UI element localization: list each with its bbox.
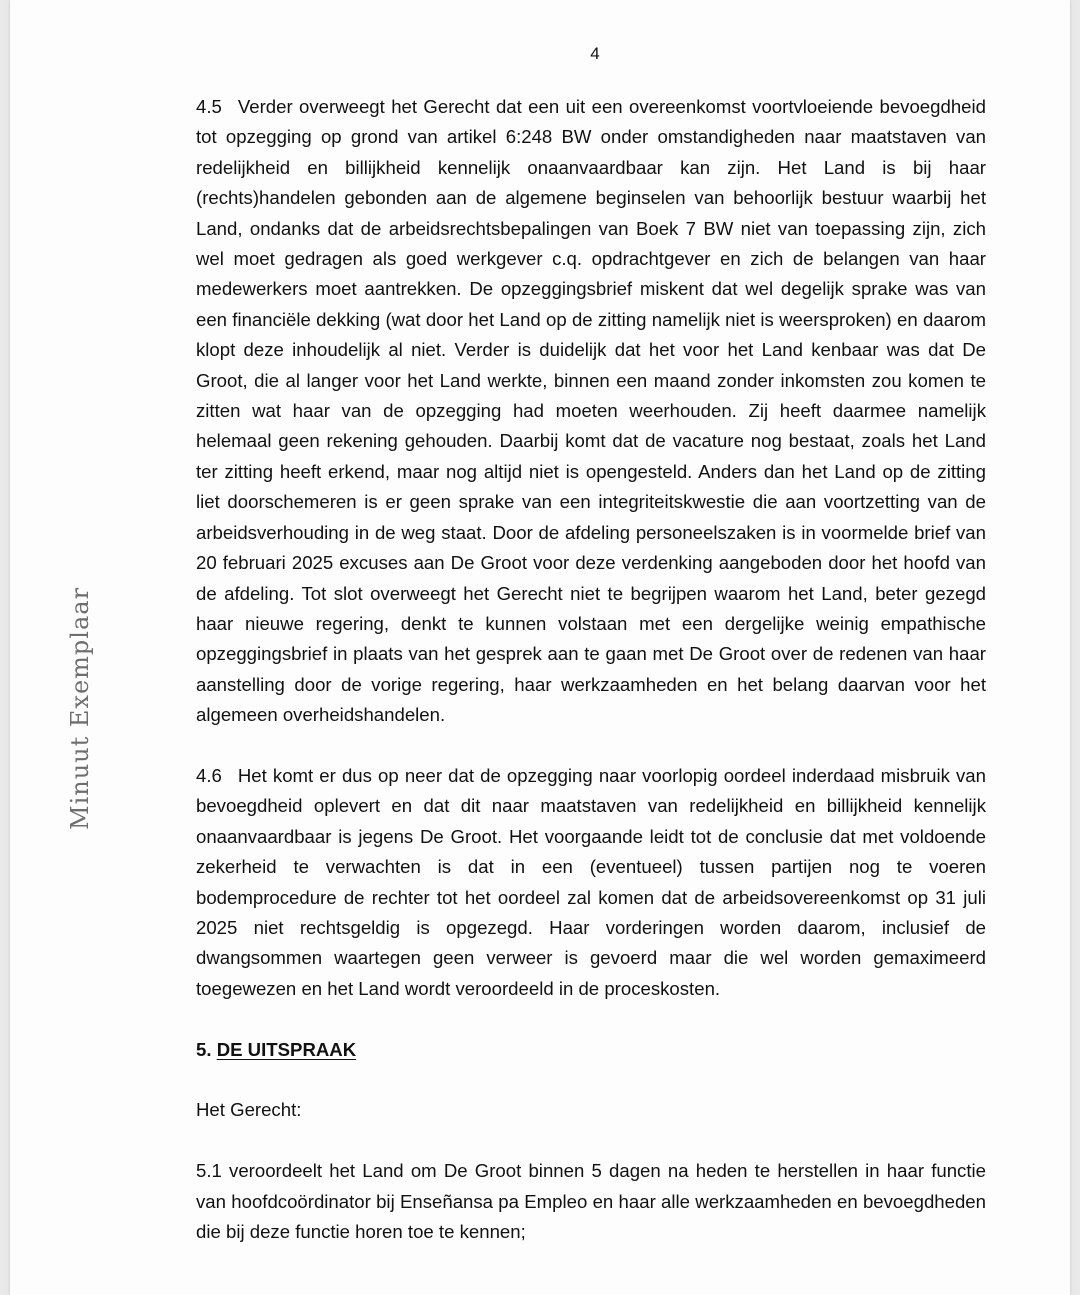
section-number: 5.	[196, 1038, 212, 1060]
page-number: 4	[590, 44, 600, 63]
court-intro: Het Gerecht:	[196, 1099, 302, 1121]
paragraph-text: Het komt er dus op neer dat de opzegging naar voorlopig oordeel inderdaad misbruik van bevoegdheid oplevert en dat dit naar maatstaven van redelijkheid en billijkheid kennelijk onaanvaardbaar is jegens De Groot. Het voorgaande leidt tot de conclusie dat met voldoende zekerheid te verwachten is dat in een (eventueel) tussen partijen nog te voeren bodemprocedure de rechter tot het oordeel zal komen dat de arbeidsovereenkomst op 31 juli 2025 niet rechtsgeldig is opgezegd. Haar vorderingen worden daarom, inclusief de dwangsommen waartegen geen verweer is gevoerd maar die wel worden gemaximeerd toegewezen en het Land wordt veroordeeld in de proceskosten.	[196, 764, 986, 999]
ruling-5-1: 5.1 veroordeelt het Land om De Groot binnen 5 dagen na heden te herstellen in haar functie van hoofdcoördinator bij Enseñansa pa Empleo en haar alle werkzaamheden en bevoegdheden die bij deze functie horen toe te kennen;	[196, 1160, 986, 1242]
minuut-exemplaar-watermark: Minuut Exemplaar	[66, 586, 94, 830]
paragraph-text: Verder overweegt het Gerecht dat een uit een overeenkomst voortvloeiende bevoegdheid tot opzegging op grond van artikel 6:248 BW onder omstandigheden naar maatstaven van redelijkheid en billijkheid kennelijk onaanvaardbaar kan zijn. Het Land is bij haar (rechts)handelen gebonden aan de algemene beginselen van behoorlijk bestuur waarbij het Land, ondanks dat de arbeidsrechtsbepalingen van Boek 7 BW niet van toepassing zijn, zich wel moet gedragen als goed werkgever c.q. opdrachtgever en zich de belangen van haar medewerkers moet aantrekken. De opzeggingsbrief miskent dat wel degelijk sprake was van een financiële dekking (wat door het Land op de zitting namelijk niet is weersproken) en daarom klopt deze inhoudelijk al niet. Verder is duidelijk dat het voor het Land kenbaar was dat De Groot, die al langer voor het Land werkte, binnen een maand zonder inkomsten zou komen te zitten wat haar van de opzegging had moeten weerhouden. Zij heeft daarmee namelijk helemaal geen rekening gehouden. Daarbij komt dat de vacature nog bestaat, zoals het Land ter zitting heeft erkend, maar nog altijd niet is opengesteld. Anders dan het Land op de zitting liet doorschemeren is er geen sprake van een integriteitskwestie die aan voortzetting van de arbeidsverhouding in de weg staat. Door de afdeling personeelszaken is in voormelde brief van 20 februari 2025 excuses aan De Groot voor deze verdenking aangeboden door het hoofd van de afdeling. Tot slot overweegt het Gerecht niet te begrijpen waarom het Land, beter gezegd haar nieuwe regering, denkt te kunnen volstaan met een dergelijke weinig empathische opzeggingsbrief in plaats van het gesprek aan te gaan met De Groot over de redenen van haar aanstelling door de vorige regering, haar werkzaamheden en het belang daarvan voor het algemeen overheidshandelen.	[196, 96, 986, 726]
paragraph-4-6	[196, 761, 986, 1004]
document-page	[10, 0, 1070, 1295]
paragraph-number: 4.6	[196, 764, 222, 786]
document-body	[196, 92, 986, 1247]
section-heading	[196, 1035, 986, 1065]
section-title: DE UITSPRAAK	[216, 1038, 357, 1060]
paragraph-number: 4.5	[196, 96, 222, 117]
paragraph-4-5	[196, 92, 986, 731]
